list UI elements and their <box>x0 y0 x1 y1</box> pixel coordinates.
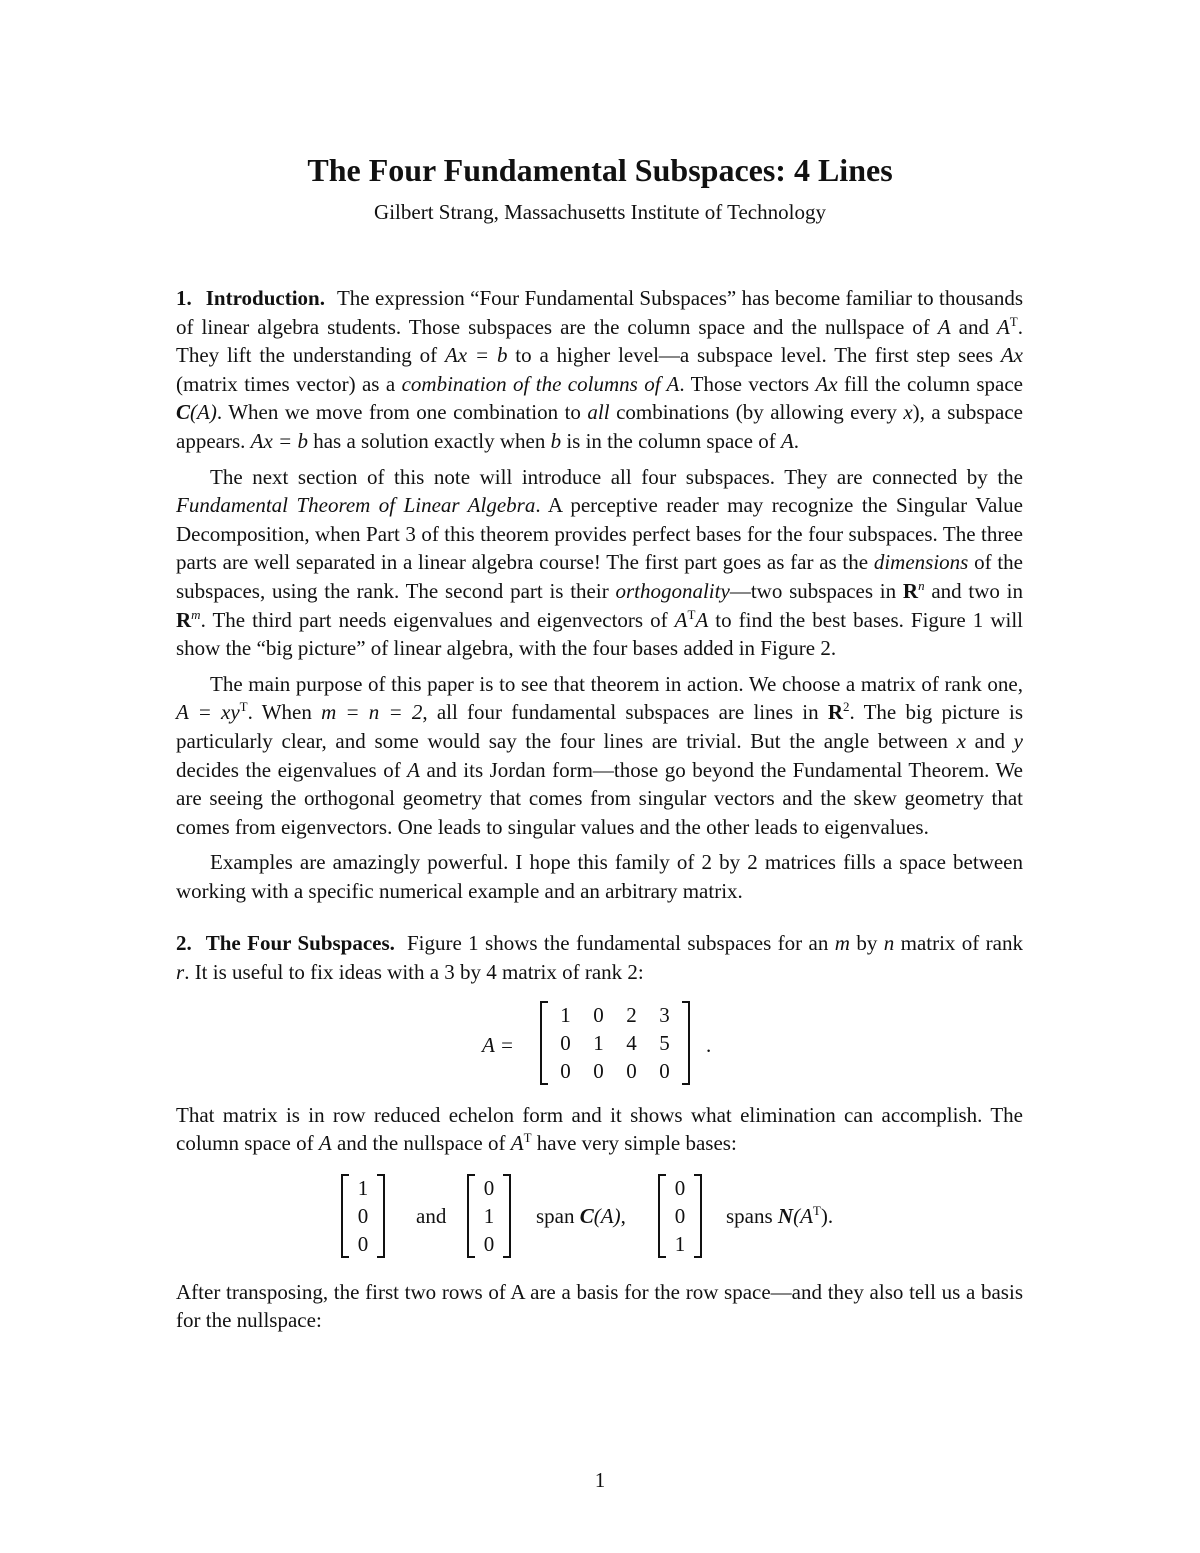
math-arg: (A <box>793 1203 813 1228</box>
author-line: Gilbert Strang, Massachusetts Institute of Technology <box>374 200 826 224</box>
text: , all four fundamental subspaces are lines in <box>422 700 828 725</box>
equation-lhs <box>482 1031 514 1059</box>
section-2-paragraph-3: After transposing, the first two rows of A are a basis for the row space—and they also tell us a basis for the nullspace: <box>176 1279 1023 1333</box>
text: . <box>793 428 800 453</box>
text: by <box>849 931 884 956</box>
text: and <box>950 314 997 339</box>
vector-cell: 0 <box>357 1231 369 1256</box>
text: and two in <box>924 578 1023 603</box>
text: decides the eigenvalues of <box>176 757 408 782</box>
text: . When <box>247 700 322 725</box>
text: (matrix times vector) as a <box>176 371 402 396</box>
emphasis: Fundamental Theorem of Linear Algebra <box>176 493 536 518</box>
emphasis: orthogonality <box>615 578 730 603</box>
text: The expression “Four Fundamental Subspaces” has become familiar to thousands of linear algebra students. Those subspaces are the column space and the nullspace of <box>176 286 1023 339</box>
matrix-cell: 0 <box>659 1058 670 1083</box>
text: span <box>536 1203 575 1228</box>
matrix-row <box>549 1057 681 1085</box>
text: . The third part needs eigenvalues and eigenvectors of <box>200 607 675 632</box>
text: . A perceptive reader may recognize the Singular Value Decomposition, when Part 3 of this theorem provides perfect bases for the four subspaces. The three parts are well separated in a linear algebra course! The first part goes as far as the <box>176 493 1024 575</box>
math-expr: Ax <box>1000 343 1023 368</box>
superscript <box>191 607 200 622</box>
text: . When we move from one combination to <box>216 400 588 425</box>
vector-cell: 0 <box>483 1175 495 1200</box>
and-label: and <box>416 1203 447 1228</box>
section-number: 2. <box>176 931 192 956</box>
math-var: A <box>510 1131 524 1156</box>
superscript: T <box>239 699 248 715</box>
vector-cell: 1 <box>357 1175 369 1200</box>
text: —two subspaces in <box>729 578 903 603</box>
text: . The big picture is particularly clear, and some would say the four lines are trivial. But the angle between <box>176 700 1024 753</box>
page-number: 1 <box>594 1468 606 1492</box>
text: . They lift the understanding of <box>176 314 1023 368</box>
math-var: m <box>834 931 850 956</box>
text: ), a subspace appears. <box>176 400 1023 453</box>
emphasis: all <box>587 400 610 425</box>
matrix-cell: 1 <box>560 1002 571 1027</box>
text: The main purpose of this paper is to see that theorem in action. We choose a matrix of rank one, <box>210 671 1023 696</box>
matrix-cell: 0 <box>560 1058 571 1083</box>
vector-row <box>476 1174 502 1202</box>
math-var: A <box>937 314 951 339</box>
emphasis: dimensions <box>873 550 969 575</box>
math-var: n <box>883 931 895 956</box>
text: spans <box>726 1203 773 1228</box>
vector-cell: 0 <box>674 1203 686 1228</box>
section-1-paragraph-1 <box>176 284 1023 456</box>
superscript: T <box>812 1202 821 1218</box>
section-title: Introduction. <box>205 286 325 310</box>
math-var: A <box>674 607 688 632</box>
vector-row <box>476 1230 502 1258</box>
text: matrix of rank <box>894 931 1023 956</box>
math-real-space: R <box>902 578 919 603</box>
superscript: T <box>687 606 696 622</box>
matrix-cell: 0 <box>593 1002 604 1027</box>
math-var: A <box>780 428 794 453</box>
math-expr: Ax = b <box>444 343 508 368</box>
vector-cell: 1 <box>483 1203 495 1228</box>
vector-row <box>667 1202 693 1230</box>
section-1-paragraph-2 <box>176 463 1023 663</box>
math-arg: (A) <box>190 400 217 425</box>
paper-body <box>176 284 1023 1342</box>
matrix-cell: 5 <box>659 1030 670 1055</box>
equation-period: . <box>706 1032 712 1057</box>
math-var: A <box>407 757 420 782</box>
vector-row <box>350 1230 376 1258</box>
math-var: n <box>918 577 925 593</box>
vector-cell: 1 <box>674 1231 686 1256</box>
math-expr: m = n = 2 <box>321 700 423 725</box>
math-var: x <box>956 728 966 753</box>
matrix-cell: 0 <box>593 1058 604 1083</box>
span-column-space-label <box>536 1202 626 1230</box>
math-expr: Ax = b <box>250 428 308 453</box>
text: combinations (by allowing every <box>609 400 904 425</box>
text: to find the best bases. Figure 1 will show the “big picture” of linear algebra, with the four bases added in Figure 2. <box>176 607 1023 661</box>
vector-row <box>667 1174 693 1202</box>
paper-title: The Four Fundamental Subspaces: 4 Lines <box>307 152 893 188</box>
section-title: The Four Subspaces. <box>205 931 395 956</box>
matrix-cell: 1 <box>593 1030 604 1055</box>
text: is in the column space of <box>561 428 781 453</box>
matrix-cell: 3 <box>659 1002 670 1027</box>
math-column-space: C <box>176 400 191 425</box>
math-var: m <box>191 606 201 622</box>
vector-cell: 0 <box>483 1231 495 1256</box>
section-number: 1. <box>176 286 192 310</box>
text: That matrix is in row reduced echelon form and it shows what elimination can accomplish. The column space of <box>176 1102 1023 1156</box>
section-2-paragraph-2 <box>176 1101 1023 1158</box>
text: The next section of this note will introduce all four subspaces. They are connected by the <box>210 464 1023 489</box>
text: and its Jordan form—those go beyond the Fundamental Theorem. We are seeing the orthogonal geometry that comes from singular vectors and the skew geometry that comes from eigenvectors. One leads to singular values and the other leads to eigenvalues. <box>176 757 1023 839</box>
basis-vector-1 <box>341 1174 385 1258</box>
math-var: A <box>996 314 1010 339</box>
math-var: r <box>176 960 185 985</box>
vector-cell: 0 <box>674 1175 686 1200</box>
superscript: 2 <box>843 699 850 715</box>
math-column-space: C <box>579 1203 594 1228</box>
text: of the subspaces, using the rank. The second part is their <box>176 550 1023 603</box>
math-nullspace: N <box>777 1203 794 1228</box>
basis-equation <box>176 1172 1023 1262</box>
vector-row <box>350 1202 376 1230</box>
math-real-space: R <box>176 607 192 632</box>
text: and <box>965 728 1014 753</box>
math-var: y <box>1013 728 1023 753</box>
math-var: A <box>318 1131 332 1156</box>
text: have very simple bases: <box>531 1131 737 1156</box>
matrix-equation <box>176 997 1023 1089</box>
vector-row <box>667 1230 693 1258</box>
matrix-cell: 0 <box>560 1030 571 1055</box>
math-var: A <box>695 607 709 632</box>
text: fill the column space <box>837 371 1023 396</box>
matrix-cell: 0 <box>626 1058 637 1083</box>
section-1-paragraph-4: Examples are amazingly powerful. I hope this family of 2 by 2 matrices fills a space between working with a specific numerical example and an arbitrary matrix. <box>176 850 1023 903</box>
section-1-paragraph-3 <box>176 670 1023 842</box>
text: Figure 1 shows the fundamental subspaces for an <box>406 931 835 956</box>
math-expr: Ax <box>815 371 838 396</box>
emphasis: combination of the columns of A <box>401 371 680 396</box>
matrix-row <box>549 1001 681 1029</box>
math-var: x <box>903 400 913 425</box>
vector-row <box>350 1174 376 1202</box>
text: and the nullspace of <box>331 1131 511 1156</box>
basis-vector-2 <box>467 1174 511 1258</box>
spans-nullspace-label <box>726 1202 833 1230</box>
math-expr: A = <box>482 1032 514 1057</box>
vector-cell: 0 <box>357 1203 369 1228</box>
math-var: b <box>550 428 562 453</box>
text: has a solution exactly when <box>307 428 551 453</box>
section-2-paragraph-1 <box>176 929 1023 986</box>
math-expr: A = xy <box>176 700 240 725</box>
superscript: T <box>1009 313 1018 329</box>
matrix-row <box>549 1029 681 1057</box>
superscript: T <box>523 1130 532 1146</box>
matrix-cell: 2 <box>626 1002 637 1027</box>
math-real-space: R <box>827 700 844 725</box>
basis-vector-3 <box>658 1174 702 1258</box>
math-arg: (A) <box>593 1203 621 1228</box>
vector-row <box>476 1202 502 1230</box>
matrix-cell: 4 <box>626 1030 637 1055</box>
text: ). <box>820 1203 834 1228</box>
matrix-A <box>540 1001 690 1085</box>
text: . Those vectors <box>679 371 816 396</box>
text: , <box>620 1203 626 1228</box>
text: to a higher level—a subspace level. The first step sees <box>507 343 1001 368</box>
text: . It is useful to fix ideas with a 3 by 4 matrix of rank 2: <box>184 960 644 985</box>
